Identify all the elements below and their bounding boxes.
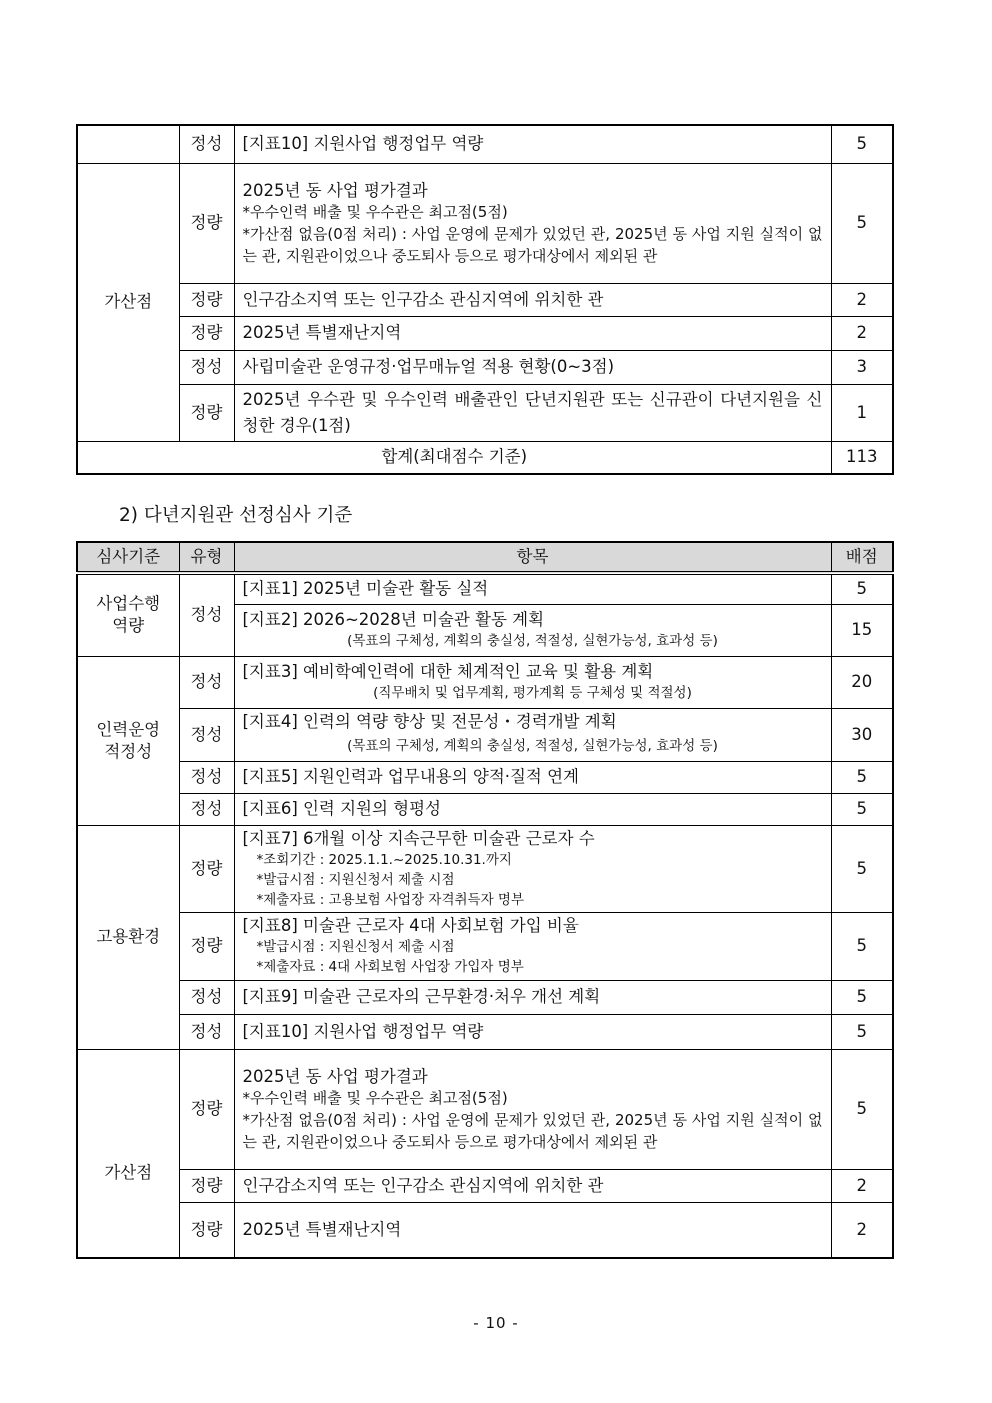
- points-cell: 2: [831, 283, 893, 316]
- type-cell: 정성: [179, 980, 234, 1014]
- type-cell: 정량: [179, 912, 234, 980]
- item-subtext: (목표의 구체성, 계획의 충실성, 적절성, 실현가능성, 효과성 등): [347, 633, 718, 649]
- item-cell: [234, 912, 831, 980]
- item-subtext: (직무배치 및 업무계획, 평가계획 등 구체성 및 적절성): [373, 685, 692, 701]
- header-row: [77, 542, 893, 573]
- item-cell: [지표1] 2025년 미술관 활동 실적: [234, 573, 831, 604]
- item-title: [지표3] 예비학예인력에 대한 체계적인 교육 및 활용 계획: [242, 662, 654, 681]
- category-line: 사업수행: [96, 594, 161, 614]
- category-cell: [77, 656, 179, 825]
- table-row: [77, 384, 893, 441]
- item-cell: [지표5] 지원인력과 업무내용의 양적·질적 연계: [234, 761, 831, 793]
- item-cell: [지표6] 인력 지원의 형평성: [234, 793, 831, 825]
- item-cell: [지표10] 지원사업 행정업무 역량: [234, 1014, 831, 1049]
- type-cell: 정성: [179, 125, 234, 163]
- item-note: *가산점 없음(0점 처리) : 사업 운영에 문제가 있었던 관, 2025년 동 사업 지원 실적이 없는 관, 지원관이었으나 중도퇴사 등으로 평가대상에서 제외된 관: [242, 1110, 823, 1151]
- item-cell: 인구감소지역 또는 인구감소 관심지역에 위치한 관: [234, 283, 831, 316]
- points-cell: 5: [831, 1049, 893, 1169]
- table-row: [77, 1169, 893, 1202]
- header-points: 배점: [831, 542, 893, 573]
- total-points: 113: [831, 441, 893, 474]
- type-cell: 정량: [179, 1169, 234, 1202]
- item-cell: [234, 656, 831, 708]
- table-row: [77, 350, 893, 384]
- table-row: [77, 825, 893, 912]
- type-cell: 정성: [179, 350, 234, 384]
- item-note: *발급시점 : 지원신청서 제출 시점: [256, 939, 455, 955]
- header-item: 항목: [234, 542, 831, 573]
- multi-year-selection-criteria-table: [76, 541, 894, 1259]
- category-cell: [77, 573, 179, 656]
- points-cell: 5: [831, 573, 893, 604]
- table-row: [77, 573, 893, 604]
- item-title: [지표2] 2026~2028년 미술관 활동 계획: [242, 610, 545, 629]
- points-cell: 5: [831, 912, 893, 980]
- type-cell: 정성: [179, 656, 234, 708]
- category-cell: [77, 125, 179, 163]
- item-title: 2025년 동 사업 평가결과: [242, 1066, 428, 1086]
- type-cell: 정량: [179, 1202, 234, 1258]
- category-line: 적정성: [104, 741, 153, 761]
- table-row: [77, 283, 893, 316]
- points-cell: 2: [831, 1169, 893, 1202]
- table-row: [77, 708, 893, 761]
- item-title: 2025년 동 사업 평가결과: [242, 180, 428, 200]
- table-row: [77, 1049, 893, 1169]
- item-cell: [234, 708, 831, 761]
- table-row: [77, 793, 893, 825]
- type-cell: 정량: [179, 163, 234, 283]
- points-cell: 5: [831, 125, 893, 163]
- item-cell: [지표9] 미술관 근로자의 근무환경·처우 개선 계획: [234, 980, 831, 1014]
- item-cell: 사립미술관 운영규정·업무매뉴얼 적용 현황(0~3점): [234, 350, 831, 384]
- scoring-table-continued: [76, 124, 894, 475]
- table-row: [77, 316, 893, 350]
- type-cell: 정성: [179, 1014, 234, 1049]
- points-cell: 1: [831, 384, 893, 441]
- page-number: - 10 -: [473, 1314, 519, 1332]
- table-row: [77, 761, 893, 793]
- table-row: [77, 980, 893, 1014]
- points-cell: 5: [831, 825, 893, 912]
- header-type: 유형: [179, 542, 234, 573]
- points-cell: 20: [831, 656, 893, 708]
- type-cell: 정성: [179, 793, 234, 825]
- table-row: [77, 656, 893, 708]
- category-line: 역량: [112, 616, 145, 636]
- type-cell: 정성: [179, 573, 234, 656]
- item-title: [지표7] 6개월 이상 지속근무한 미술관 근로자 수: [242, 828, 595, 848]
- type-cell: 정량: [179, 283, 234, 316]
- item-cell: [234, 1049, 831, 1169]
- type-cell: 정량: [179, 316, 234, 350]
- item-note: *발급시점 : 지원신청서 제출 시점: [256, 871, 455, 888]
- points-cell: 30: [831, 708, 893, 761]
- total-row: [77, 441, 893, 474]
- category-cell: 고용환경: [77, 825, 179, 1049]
- points-cell: 5: [831, 761, 893, 793]
- item-note: *제출자료 : 고용보험 사업장 자격취득자 명부: [256, 891, 524, 908]
- points-cell: 15: [831, 604, 893, 656]
- points-cell: 5: [831, 1014, 893, 1049]
- item-cell: [234, 163, 831, 283]
- category-cell: 가산점: [77, 163, 179, 441]
- item-cell: 2025년 특별재난지역: [234, 316, 831, 350]
- category-line: 인력운영: [96, 719, 161, 739]
- points-cell: 5: [831, 980, 893, 1014]
- table-row: [77, 1014, 893, 1049]
- item-note: *조회기간 : 2025.1.1.~2025.10.31.까지: [256, 851, 512, 868]
- item-title: [지표8] 미술관 근로자 4대 사회보험 가입 비율: [242, 916, 579, 935]
- item-note: *우수인력 배출 및 우수관은 최고점(5점): [242, 202, 508, 221]
- type-cell: 정성: [179, 708, 234, 761]
- points-cell: 2: [831, 1202, 893, 1258]
- item-note: *우수인력 배출 및 우수관은 최고점(5점): [242, 1088, 508, 1107]
- item-note: *제출자료 : 4대 사회보험 사업장 가입자 명부: [256, 959, 524, 975]
- table-row: [77, 1202, 893, 1258]
- item-cell: [234, 825, 831, 912]
- header-criteria: 심사기준: [77, 542, 179, 573]
- points-cell: 3: [831, 350, 893, 384]
- section-title: 2) 다년지원관 선정심사 기준: [119, 505, 353, 526]
- table-row: [77, 912, 893, 980]
- item-subtext: (목표의 구체성, 계획의 충실성, 적절성, 실현가능성, 효과성 등): [347, 737, 718, 754]
- table-row: [77, 163, 893, 283]
- item-cell: [지표10] 지원사업 행정업무 역량: [234, 125, 831, 163]
- item-cell: 2025년 특별재난지역: [234, 1202, 831, 1258]
- type-cell: 정량: [179, 1049, 234, 1169]
- item-cell: 2025년 우수관 및 우수인력 배출관인 단년지원관 또는 신규관이 다년지원을 신청한 경우(1점): [234, 384, 831, 441]
- item-cell: [234, 604, 831, 656]
- points-cell: 2: [831, 316, 893, 350]
- type-cell: 정량: [179, 825, 234, 912]
- category-cell: 가산점: [77, 1049, 179, 1258]
- type-cell: 정성: [179, 761, 234, 793]
- points-cell: 5: [831, 793, 893, 825]
- table-row: [77, 125, 893, 163]
- points-cell: 5: [831, 163, 893, 283]
- item-cell: 인구감소지역 또는 인구감소 관심지역에 위치한 관: [234, 1169, 831, 1202]
- total-label: 합계(최대점수 기준): [77, 441, 831, 474]
- item-note: *가산점 없음(0점 처리) : 사업 운영에 문제가 있었던 관, 2025년 동 사업 지원 실적이 없는 관, 지원관이었으나 중도퇴사 등으로 평가대상에서 제외된 관: [242, 224, 823, 265]
- type-cell: 정량: [179, 384, 234, 441]
- item-title: [지표4] 인력의 역량 향상 및 전문성・경력개발 계획: [242, 711, 617, 731]
